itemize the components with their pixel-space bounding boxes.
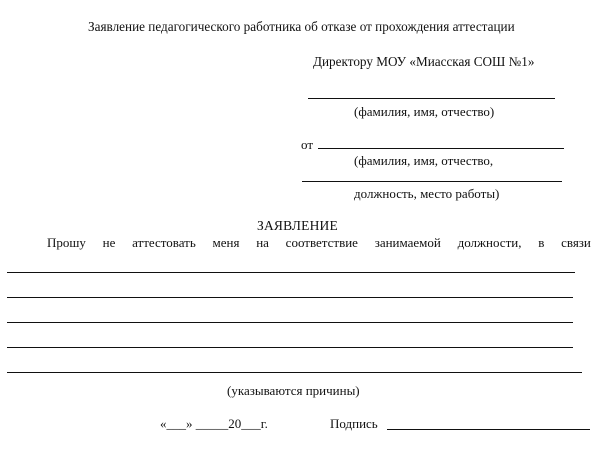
reason-line-4	[7, 347, 573, 348]
applicant-position-hint: должность, место работы)	[354, 186, 500, 201]
request-text	[47, 235, 591, 250]
request-word: связи	[561, 235, 591, 250]
from-label: от	[301, 137, 314, 152]
request-word: аттестовать	[132, 235, 196, 250]
reason-line-1	[7, 272, 575, 273]
request-word: Прошу	[47, 235, 86, 250]
director-fio-hint: (фамилия, имя, отчество)	[354, 104, 495, 119]
date-field: «___» _____20___г.	[160, 416, 268, 431]
signature-blank	[387, 429, 590, 430]
applicant-position-blank	[302, 181, 562, 182]
applicant-fio-hint: (фамилия, имя, отчество,	[354, 153, 494, 168]
request-word: не	[102, 235, 116, 250]
reason-line-3	[7, 322, 573, 323]
addressee-director: Директору МОУ «Миасская СОШ №1»	[313, 54, 535, 69]
reason-line-2	[7, 297, 573, 298]
document-title: Заявление педагогического работника об отказе от прохождения аттестации	[88, 19, 515, 34]
applicant-name-blank	[318, 148, 564, 149]
request-word: на	[256, 235, 269, 250]
request-word: должности,	[457, 235, 522, 250]
director-name-blank	[308, 98, 555, 99]
request-word: меня	[212, 235, 240, 250]
statement-heading: ЗАЯВЛЕНИЕ	[257, 218, 338, 233]
request-word: занимаемой	[374, 235, 441, 250]
reasons-hint: (указываются причины)	[227, 383, 360, 398]
signature-label: Подпись	[330, 416, 378, 431]
request-word: в	[538, 235, 545, 250]
request-word: соответствие	[285, 235, 358, 250]
reason-line-5	[7, 372, 582, 373]
